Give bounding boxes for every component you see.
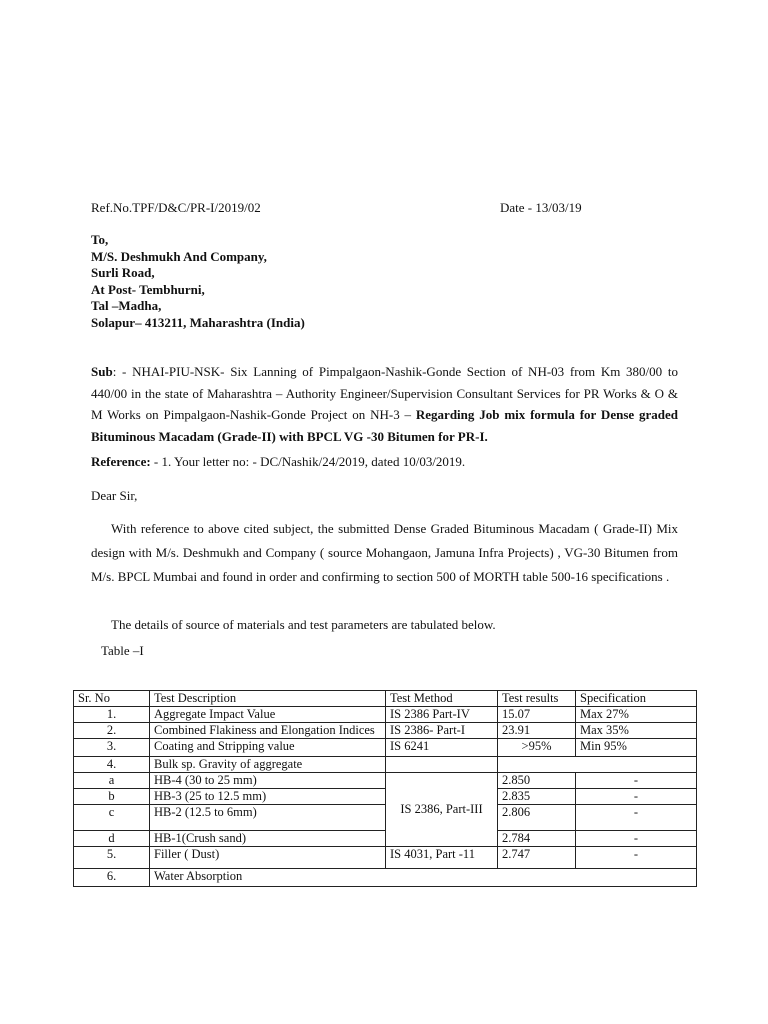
method-cell: IS 6241 [386,739,498,757]
header-cell: Test results [498,691,576,707]
subject-paragraph [91,361,678,447]
reference-label: Reference: [91,454,151,469]
result-cell: 2.747 [498,847,576,869]
sr-cell: c [74,805,150,831]
address-line: M/S. Deshmukh And Company, [91,248,267,264]
result-cell: 2.784 [498,831,576,847]
details-sentence: The details of source of materials and test parameters are tabulated below. [111,617,496,632]
spec-cell: - [576,831,697,847]
desc-cell: Combined Flakiness and Elongation Indices [150,723,386,739]
header-cell: Specification [576,691,697,707]
result-cell: 15.07 [498,707,576,723]
desc-cell: HB-4 (30 to 25 mm) [150,773,386,789]
subject-label: Sub [91,364,113,379]
subject-text: : - NHAI-PIU-NSK- Six Lanning of Pimpalgaon-Nashik-Gonde Section of NH-03 from Km 380/00 to 440/00 in the state of Maharashtra – Authority Engineer/Supervision Consultant Services for PR Works & O & M Works on Pimpalgaon-Nashik-Gonde Project on NH-3 – [91,364,678,422]
spec-cell: Max 35% [576,723,697,739]
table-caption: Table –I [101,643,144,658]
spec-cell: - [576,789,697,805]
address-line: Surli Road, [91,265,155,280]
sr-cell: d [74,831,150,847]
method-cell: IS 2386 Part-IV [386,707,498,723]
result-cell: 2.850 [498,773,576,789]
sr-cell: b [74,789,150,805]
method-cell [386,757,498,773]
method-cell: IS 2386- Part-I [386,723,498,739]
table-row [74,847,697,869]
sr-cell: 2. [74,723,150,739]
table-row [74,757,697,773]
result-cell: >95% [498,739,576,757]
table-row [74,831,697,847]
desc-cell: Water Absorption [150,869,697,887]
table-row [74,723,697,739]
reference-text: - 1. Your letter no: - DC/Nashik/24/2019, dated 10/03/2019. [150,454,466,469]
address-block [91,232,305,331]
address-to: To, [91,232,109,247]
table-row [74,789,697,805]
address-line: Solapur– 413211, Maharashtra (India) [91,314,305,330]
desc-cell: HB-2 (12.5 to 6mm) [150,805,386,831]
table-row [74,773,697,789]
subject-bold-text: Regarding Job mix formula for Dense graded Bituminous Macadam (Grade-II) with BPCL VG -30 Bitumen for PR-I. [91,407,678,444]
test-results-table [73,690,697,887]
sr-cell: 1. [74,707,150,723]
spec-cell: - [576,805,697,831]
table-header-row [74,691,697,707]
desc-cell: Bulk sp. Gravity of aggregate [150,757,386,773]
address-line: Tal –Madha, [91,298,162,313]
desc-cell: Filler ( Dust) [150,847,386,869]
address-line: At Post- Tembhurni, [91,281,205,297]
sr-cell: 5. [74,847,150,869]
result-cell: 23.91 [498,723,576,739]
sr-cell: a [74,773,150,789]
spec-cell: Min 95% [576,739,697,757]
desc-cell: Aggregate Impact Value [150,707,386,723]
result-cell [498,757,697,773]
sr-cell: 4. [74,757,150,773]
salutation: Dear Sir, [91,488,138,503]
header-cell: Test Description [150,691,386,707]
header-cell: Sr. No [74,691,150,707]
spec-cell: - [576,773,697,789]
result-cell: 2.806 [498,805,576,831]
sr-cell: 3. [74,739,150,757]
desc-cell: Coating and Stripping value [150,739,386,757]
table-row [74,739,697,757]
reference-line [91,454,465,470]
header-cell: Test Method [386,691,498,707]
grouped-method-cell: IS 2386, Part-III [386,773,498,847]
body-paragraph: With reference to above cited subject, the submitted Dense Graded Bituminous Macadam ( Grade-II) Mix design with M/s. Deshmukh and Company ( source Mohangaon, Jamuna Infra Projects) , VG-30 Bitumen from M/s. BPCL Mumbai and found in order and confirming to section 500 of MORTH table 500-16 specifications . [91,521,678,584]
result-cell: 2.835 [498,789,576,805]
letter-date: Date - 13/03/19 [500,200,582,215]
method-cell: IS 4031, Part -11 [386,847,498,869]
table-row [74,869,697,887]
sr-cell: 6. [74,869,150,887]
desc-cell: HB-1(Crush sand) [150,831,386,847]
table-row [74,707,697,723]
desc-cell: HB-3 (25 to 12.5 mm) [150,789,386,805]
spec-cell: - [576,847,697,869]
spec-cell: Max 27% [576,707,697,723]
table-row [74,805,697,831]
reference-number: Ref.No.TPF/D&C/PR-I/2019/02 [91,200,261,215]
